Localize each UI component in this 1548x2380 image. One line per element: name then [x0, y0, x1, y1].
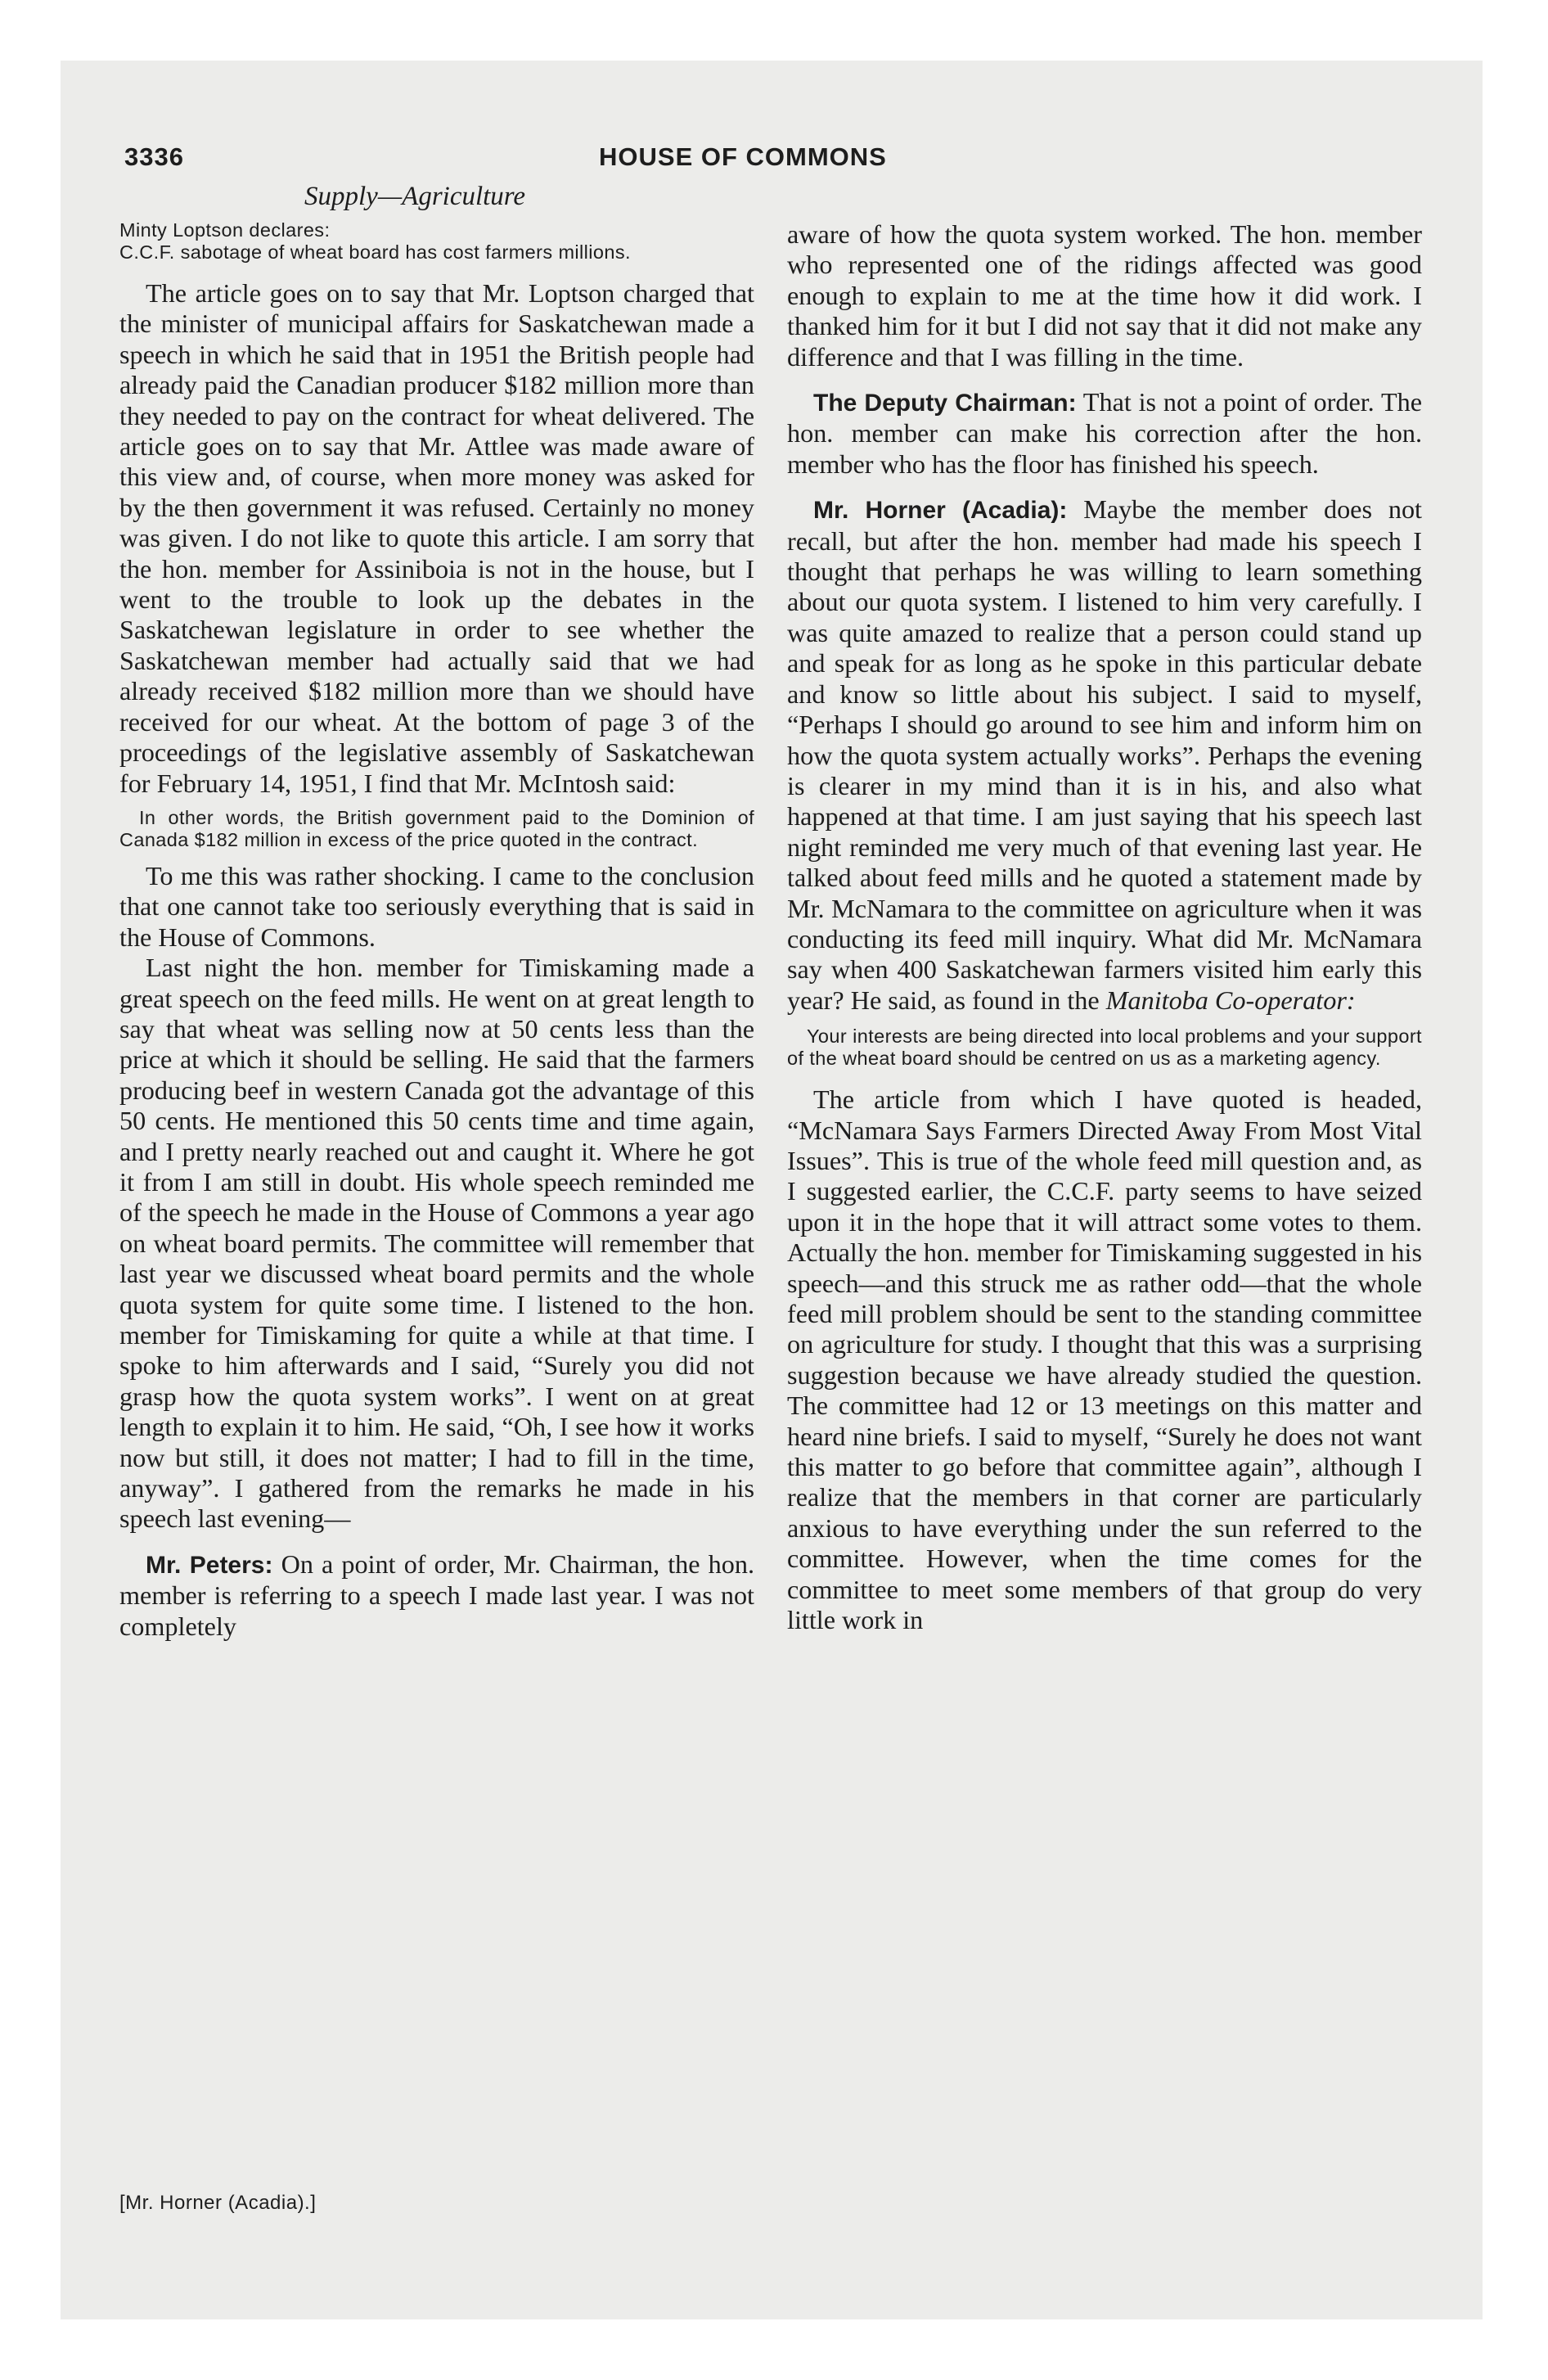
section-subject: Supply—Agriculture — [304, 182, 526, 211]
paragraph: aware of how the quota system worked. The hon. member who represented one of the ridings affected was good enough to explain to me at the time how it did work. I thanked him for it but I did not say that it did not make any difference and that I was filling in the time. — [787, 219, 1422, 372]
speech-paragraph — [787, 387, 1422, 480]
speech-text: That is not a point of order. The hon. member can make his correction after the hon. member who has the floor has finished his speech. — [787, 387, 1422, 479]
paragraph: Last night the hon. member for Timiskaming made a great speech on the feed mills. He went on at great length to say that wheat was selling now at 50 cents less than the price at which it should be selling. He said that the farmers producing beef in western Canada got the advantage of this 50 cents. He mentioned this 50 cents time and time again, and I pretty nearly reached out and caught it. Where he got it from I am still in doubt. His whole speech reminded me of the speech he made in the House of Commons a year ago on wheat board permits. The committee will remember that last year we discussed wheat board permits and the whole quota system for quite some time. I listened to the hon. member for Timiskaming for quite a while at that time. I spoke to him afterwards and I said, “Surely you did not grasp how the quota system works”. I went on at great length to explain it to him. He said, “Oh, I see how it works now but still, it does not matter; I had to fill in the time, anyway”. I gathered from the remarks he made in his speech last evening— — [119, 953, 754, 1534]
speech-paragraph — [119, 1549, 754, 1642]
speech-paragraph — [787, 494, 1422, 1016]
quote-attribution: Minty Loptson declares: — [119, 219, 331, 241]
speaker-reference: [Mr. Horner (Acadia).] — [119, 2192, 317, 2214]
block-quote: Your interests are being directed into local problems and your support of the wheat board should be centred on us as a marketing agency. — [787, 1025, 1422, 1070]
page-number: 3336 — [124, 142, 184, 171]
speech-text: Maybe the member does not recall, but after the hon. member had made his speech I thought that perhaps he was willing to learn something about our quota system. I listened to him very carefully. I was quite amazed to realize that a person could stand up and speak for as long as he spoke in this particular debate and know so little about his subject. I said to myself, “Perhaps I should go around to see him and inform him on how the quota system actually works”. Perhaps the evening is clearer in my mind than it is in his, and also what happened at that time. I am just saying that his speech last night reminded me very much of that evening last year. He talked about feed mills and he quoted a statement made by Mr. McNamara to the committee on agriculture when it was conducting its feed mill inquiry. What did Mr. McNamara say when 400 Saskatchewan farmers visited him early this year? He said, as found in the — [787, 494, 1422, 1015]
publication-title: HOUSE OF COMMONS — [599, 142, 887, 171]
speech-text: On a point of order, Mr. Chairman, the hon. member is referring to a speech I made last year. I was not completely — [119, 1548, 754, 1641]
source-title: Manitoba Co-operator: — [1105, 985, 1356, 1015]
speaker-name: Mr. Peters: — [146, 1551, 273, 1579]
block-quote: In other words, the British government paid to the Dominion of Canada $182 million in excess of the price quoted in the contract. — [119, 806, 754, 850]
speaker-name: Mr. Horner (Acadia): — [813, 497, 1068, 525]
paragraph: The article from which I have quoted is headed, “McNamara Says Farmers Directed Away From Most Vital Issues”. This is true of the whole feed mill question and, as I suggested earlier, the C.C.F. party seems to have seized upon it in the hope that it will attract some votes to them. Actually the hon. member for Timiskaming suggested in his speech—and this struck me as rather odd—that the whole feed mill problem should be sent to the standing committee on agriculture for study. I thought that this was a surprising suggestion because we have already studied the question. The committee had 12 or 13 meetings on this matter and heard nine briefs. I said to myself, “Surely he does not want this matter to go before that committee again”, although I realize that the members in that corner are particularly anxious to have everything under the sun referred to the committee. However, when the time comes for the committee to meet some members of that group do very little work in — [787, 1084, 1422, 1635]
paragraph: The article goes on to say that Mr. Loptson charged that the minister of municipal affairs for Saskatchewan made a speech in which he said that in 1951 the British people had already paid the Canadian producer $182 million more than they needed to pay on the contract for wheat delivered. The article goes on to say that Mr. Attlee was made aware of this view and, of course, when more money was asked for by the then government it was refused. Certainly no money was given. I do not like to quote this article. I am sorry that the hon. member for Assiniboia is not in the house, but I went to the trouble to look up the debates in the Saskatchewan legislature in order to see whether the Saskatchewan member had actually said that we had already received $182 million more than we should have received for our wheat. At the bottom of page 3 of the proceedings of the legislative assembly of Saskatchewan for February 14, 1951, I find that Mr. McIntosh said: — [119, 278, 754, 798]
right-column — [787, 219, 1422, 1635]
running-header — [124, 137, 1455, 178]
left-column — [119, 219, 754, 1642]
paragraph: To me this was rather shocking. I came to the conclusion that one cannot take too seriously everything that is said in the House of Commons. — [119, 860, 754, 952]
quoted-headline: C.C.F. sabotage of wheat board has cost farmers millions. — [119, 241, 631, 263]
speaker-name: The Deputy Chairman: — [813, 390, 1077, 417]
